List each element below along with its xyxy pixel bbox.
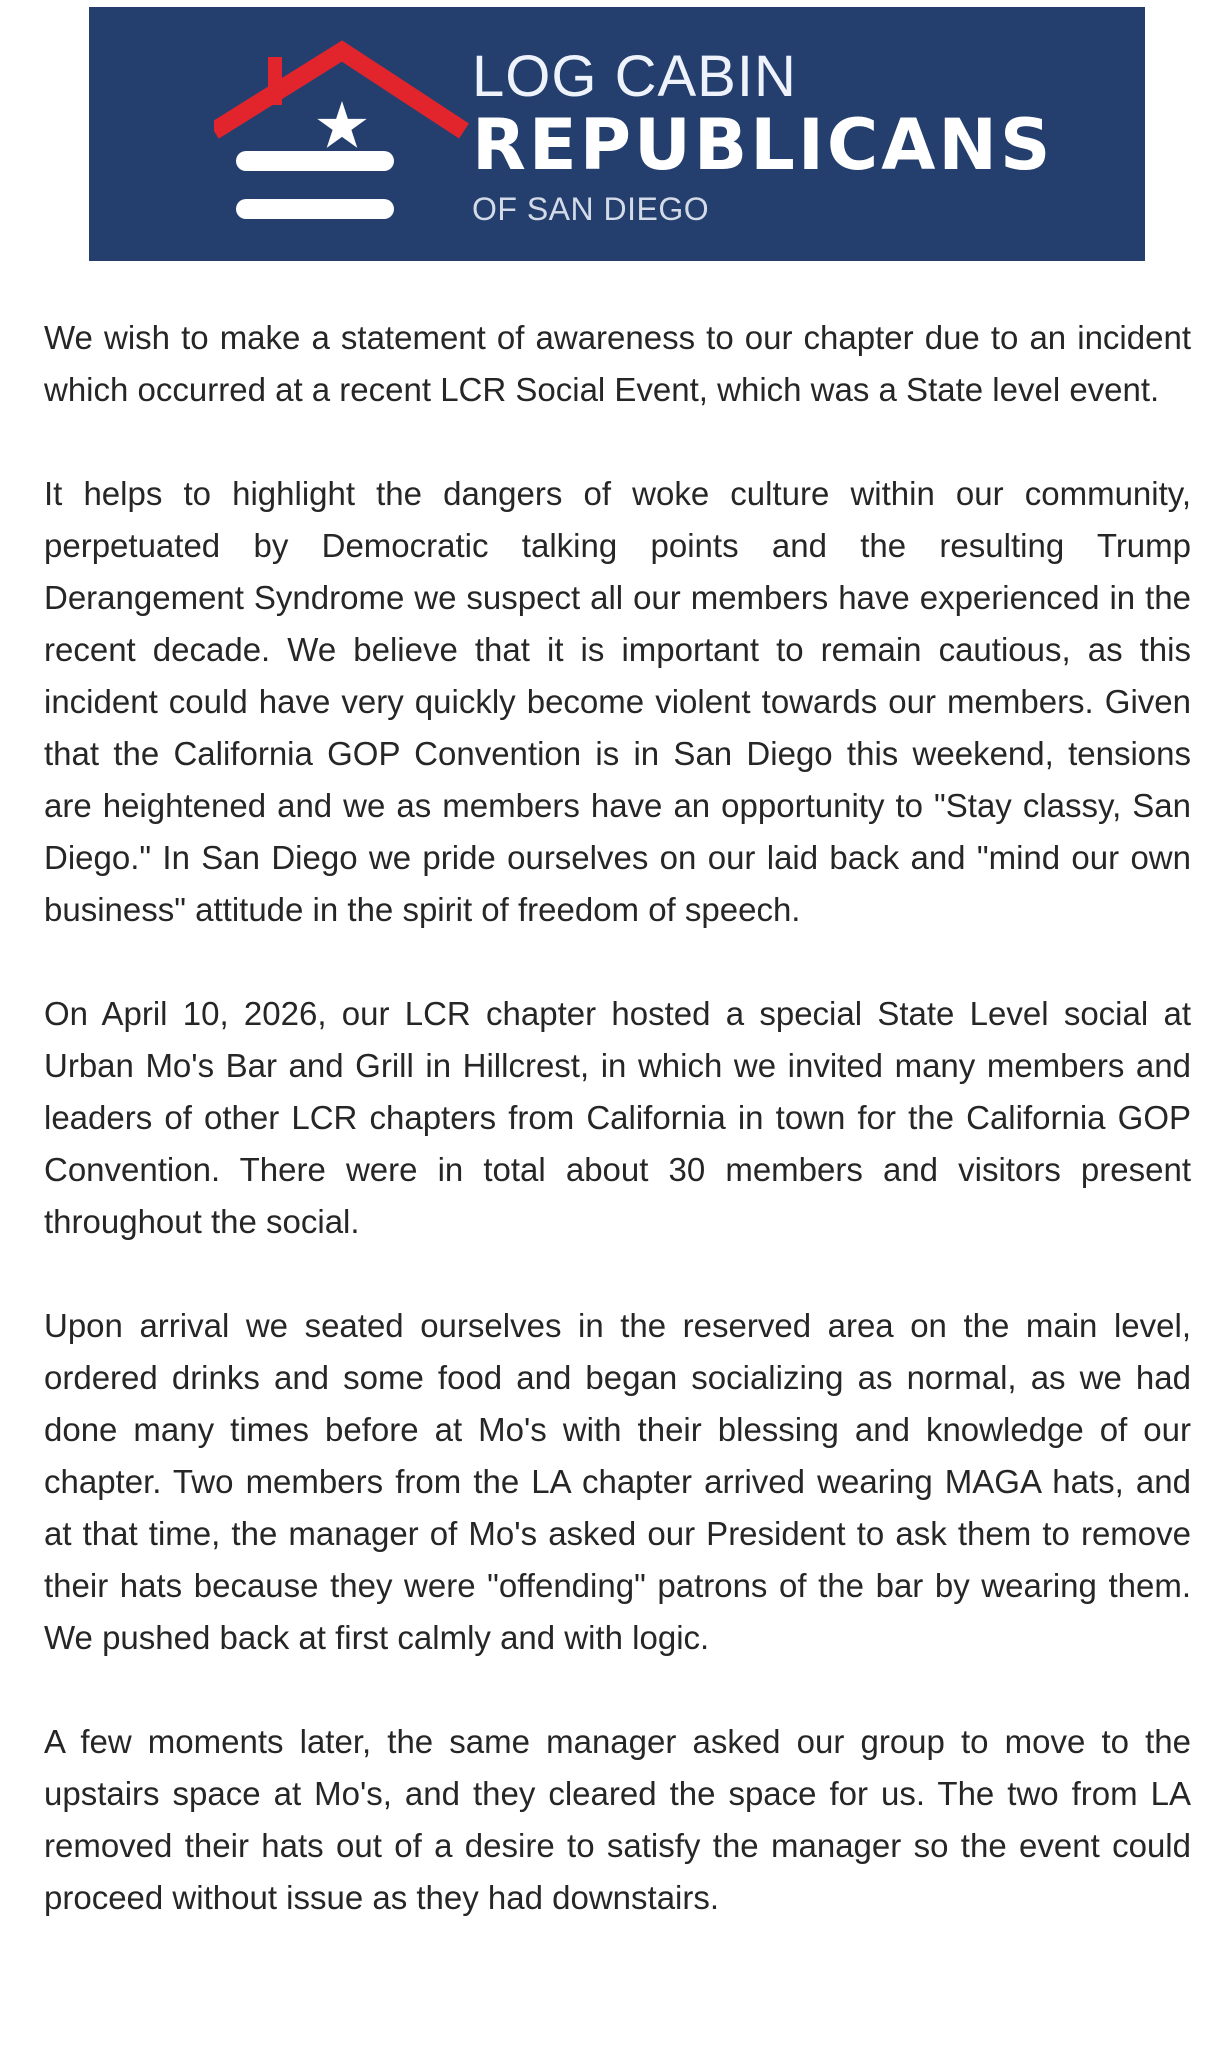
statement-paragraph: On April 10, 2026, our LCR chapter hosted a special State Level social at Urban Mo's Bar and Grill in Hillcrest, in which we invited many members and leaders of other LCR chapters from California in town for the California GOP Convention. There were in total about 30 members and visitors present throughout the social. <box>44 995 1191 1240</box>
logo-line-of-san-diego: OF SAN DIEGO <box>472 191 710 227</box>
logo-line-log-cabin: LOG CABIN <box>472 44 797 109</box>
logo-line-republicans: REPUBLICANS <box>472 104 1054 186</box>
logo-wordmark <box>472 45 1053 229</box>
statement-paragraph: It helps to highlight the dangers of woke culture within our community, perpetuated by Democratic talking points and the resulting Trump Derangement Syndrome we suspect all our members have experienced in the recent decade. We believe that it is important to remain cautious, as this incident could have very quickly become violent towards our members. Given that the California GOP Convention is in San Diego this weekend, tensions are heightened and we as members have an opportunity to "Stay classy, San Diego." In San Diego we pride ourselves on our laid back and "mind our own business" attitude in the spirit of freedom of speech. <box>44 475 1191 928</box>
statement-paragraph: We wish to make a statement of awareness to our chapter due to an incident which occurred at a recent LCR Social Event, which was a State level event. <box>44 319 1191 408</box>
header-banner <box>89 7 1145 261</box>
stripe-lower <box>236 199 394 219</box>
star-icon <box>317 101 366 148</box>
statement-paragraph: Upon arrival we seated ourselves in the reserved area on the main level, ordered drinks and some food and began socializing as normal, as we had done many times before at Mo's with their blessing and knowledge of our chapter. Two members from the LA chapter arrived wearing MAGA hats, and at that time, the manager of Mo's asked our President to ask them to remove their hats because they were "offending" patrons of the bar by wearing them. We pushed back at first calmly and with logic. <box>44 1307 1191 1656</box>
stripe-upper <box>236 151 394 171</box>
statement-body <box>44 312 1191 1924</box>
statement-paragraph: A few moments later, the same manager asked our group to move to the upstairs space at Mo's, and they cleared the space for us. The two from LA removed their hats out of a desire to satisfy the manager so the event could proceed without issue as they had downstairs. <box>44 1723 1191 1916</box>
